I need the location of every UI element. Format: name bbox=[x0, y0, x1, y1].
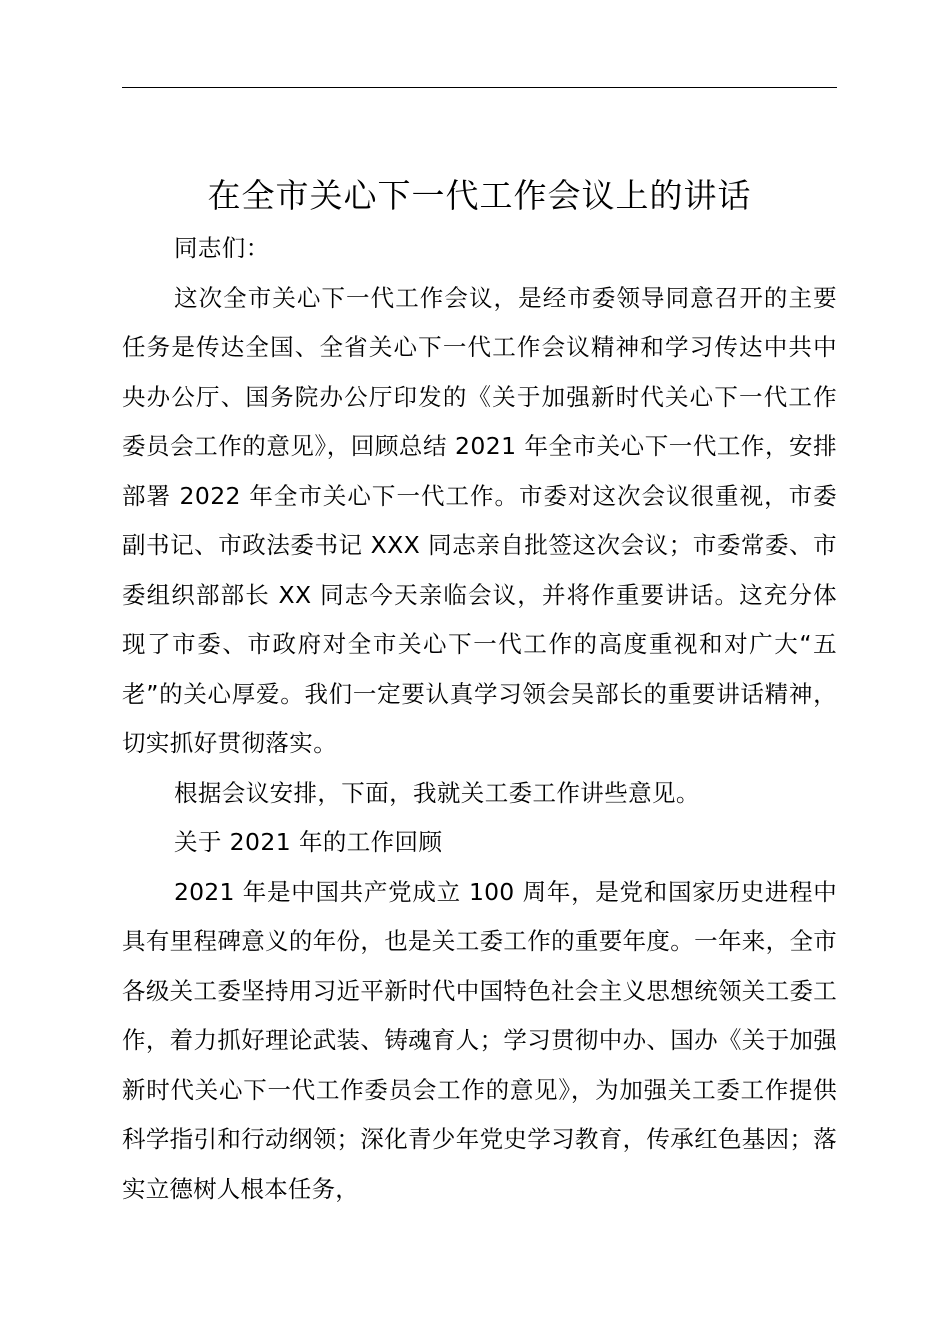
arrangement-paragraph: 根据会议安排，下面，我就关工委工作讲些意见。 bbox=[174, 778, 700, 807]
document-title: 在全市关心下一代工作会议上的讲话 bbox=[207, 176, 752, 216]
header-rule bbox=[122, 87, 837, 88]
intro-paragraph: 这次全市关心下一代工作会议，是经市委领导同意召开的主要任务是传达全国、全省关心下一代工作会议精神和学习传达中共中央办公厅、国务院办公厅印发的《关于加强新时代关心下一代工作委员会工作的意见》，回顾总结 2021 年全市关心下一代工作，安排部署 2022 年全市关心下一代工作。市委对这次会议很重视，市委副书记、市政法委书记 XXX 同志亲自批签这次会议；市委常委、市委组织部部长 XX 同志今天亲临会议，并将作重要讲话。这充分体现了市委、市政府对全市关心下一代工作的高度重视和对广大“五老”的关心厚爱。我们一定要认真学习领会吴部长的重要讲话精神，切实抓好贯彻落实。 bbox=[122, 283, 837, 757]
review-paragraph: 2021 年是中国共产党成立 100 周年，是党和国家历史进程中具有里程碑意义的年份，也是关工委工作的重要年度。一年来，全市各级关工委坚持用习近平新时代中国特色社会主义思想统领关工委工作，着力抓好理论武装、铸魂育人；学习贯彻中办、国办《关于加强新时代关心下一代工作委员会工作的意见》，为加强关工委工作提供科学指引和行动纲领；深化青少年党史学习教育，传承红色基因；落实立德树人根本任务， bbox=[122, 877, 837, 1203]
section-heading-paragraph: 关于 2021 年的工作回顾 bbox=[174, 828, 443, 856]
salutation-paragraph: 同志们： bbox=[174, 234, 270, 262]
document-body bbox=[122, 224, 837, 1214]
